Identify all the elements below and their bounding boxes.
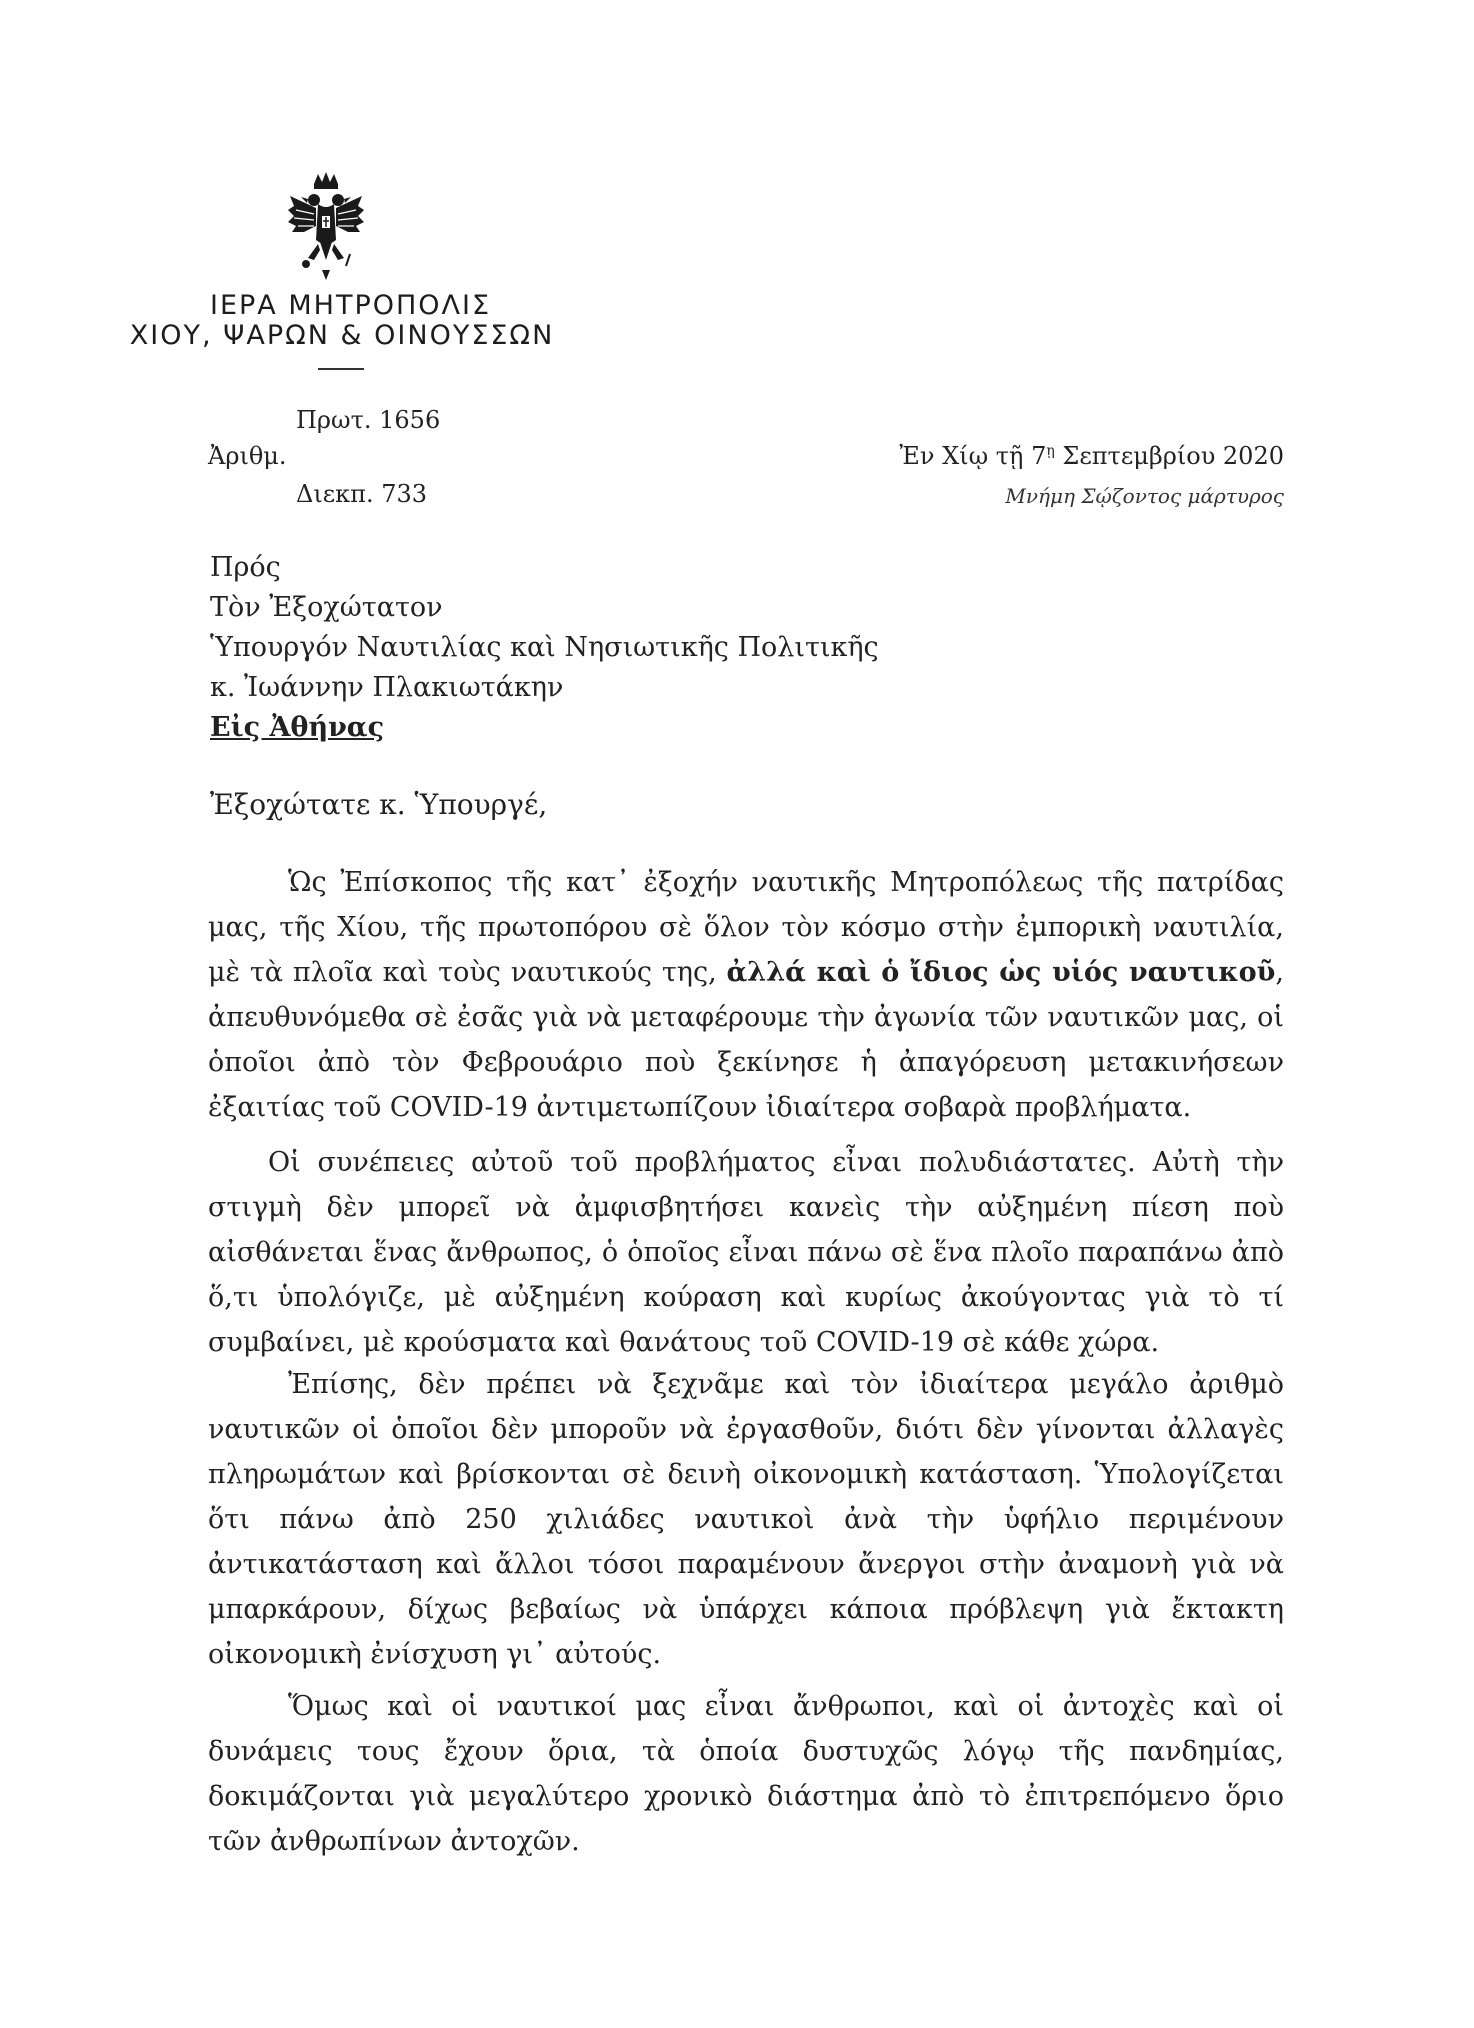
body-paragraph-4: Ὅμως καὶ οἱ ναυτικοί μας εἶναι ἄνθρωποι, καὶ οἱ ἀντοχὲς καὶ οἱ δυνάμεις τους ἔχουν ὅρια, τὰ ὁποία δυστυχῶς λόγῳ τῆς πανδημίας, δοκιμάζονται γιὰ μεγαλύτερο χρονικὸ διάστημα ἀπὸ τὸ ἐπιτρεπόμενο ὅριο τῶν ἀνθρωπίνων ἀντοχῶν. — [208, 1691, 1284, 1857]
recipient-city: Εἰς Ἀθήνας — [210, 712, 385, 743]
body-paragraph-1 — [208, 860, 1284, 1130]
p1-text-a: Ὡς Ἐπίσκοπος τῆς κατ᾽ ἐξοχήν ναυτικῆς Μητροπόλεως τῆς πατρίδας μας, τῆς Χίου, τῆς πρωτοπόρου σὲ ὅλον τὸν κόσμο στὴν ἐμπορικὴ ναυτιλία, μὲ τὰ πλοῖα καὶ τοὺς ναυτικούς της, — [208, 867, 1284, 988]
letterhead-line2: ΧΙΟΥ, ΨΑΡΩΝ & ΟΙΝΟΥΣΣΩΝ — [129, 320, 555, 351]
number-label: Ἀριθμ. — [208, 442, 287, 470]
date-prefix: Ἐν Χίῳ τῇ 7 — [899, 442, 1047, 470]
salutation: Ἐξοχώτατε κ. Ὑπουργέ, — [210, 788, 548, 821]
body-paragraph-2: Οἱ συνέπειες αὐτοῦ τοῦ προβλήματος εἶναι πολυδιάστατες. Αὐτὴ τὴν στιγμὴ δὲν μπορεῖ νὰ ἀμφισβητήσει κανεὶς τὴν αὐξημένη πίεση ποὺ αἰσθάνεται ἕνας ἄνθρωπος, ὁ ὁποῖος εἶναι πάνω σὲ ἕνα πλοῖο παραπάνω ἀπὸ ὅ,τι ὑπολόγιζε, μὲ αὐξημένη κούραση καὶ κυρίως ἀκούγοντας γιὰ τὸ τί συμβαίνει, μὲ κρούσματα καὶ θανάτους τοῦ COVID-19 σὲ κάθε χώρα. — [208, 1147, 1284, 1358]
memory-line: Μνήμη Σῴζοντος μάρτυρος — [1005, 484, 1284, 508]
recipient-line4: κ. Ἰωάννην Πλακιωτάκην — [210, 672, 564, 703]
recipient-line3: Ὑπουργόν Ναυτιλίας καὶ Νησιωτικῆς Πολιτικῆς — [210, 632, 879, 663]
protocol-number: Πρωτ. 1656 — [296, 406, 441, 434]
body-paragraph-3: Ἐπίσης, δὲν πρέπει νὰ ξεχνᾶμε καὶ τὸν ἰδιαίτερα μεγάλο ἀριθμὸ ναυτικῶν οἱ ὁποῖοι δὲν μποροῦν νὰ ἐργασθοῦν, διότι δὲν γίνονται ἀλλαγὲς πληρωμάτων καὶ βρίσκονται σὲ δεινὴ οἰκονομικὴ κατάσταση. Ὑπολογίζεται ὅτι πάνω ἀπὸ 250 χιλιάδες ναυτικοὶ ἀνὰ τὴν ὑφήλιο περιμένουν ἀντικατάσταση καὶ ἄλλοι τόσοι παραμένουν ἄνεργοι στὴν ἀναμονὴ γιὰ νὰ μπαρκάρουν, δίχως βεβαίως νὰ ὑπάρχει κάποια πρόβλεψη γιὰ ἔκτακτη οἰκονομικὴ ἐνίσχυση γι᾽ αὐτούς. — [208, 1369, 1284, 1670]
date-line — [899, 442, 1284, 470]
double-headed-eagle-icon — [286, 170, 366, 282]
p1-bold-text: ἀλλά καὶ ὁ ἴδιος ὡς υἱός ναυτικοῦ — [726, 957, 1276, 988]
recipient-line1: Πρός — [210, 552, 281, 583]
letterhead-divider — [318, 368, 364, 370]
date-suffix: Σεπτεμβρίου 2020 — [1054, 442, 1284, 470]
letterhead-line1: ΙΕΡΑ ΜΗΤΡΟΠΟΛΙΣ — [210, 290, 492, 321]
p1-text-b: , ἀπευθυνόμεθα σὲ ἐσᾶς γιὰ νὰ μεταφέρουμε τὴν ἀγωνία τῶν ναυτικῶν μας, οἱ ὁποῖοι ἀπὸ τὸν Φεβρουάριο ποὺ ξεκίνησε ἡ ἀπαγόρευση μετακινήσεων ἐξαιτίας τοῦ COVID-19 ἀντιμετωπίζουν ἰδιαίτερα σοβαρὰ προβλήματα. — [208, 957, 1284, 1123]
date-superscript: ῃ — [1046, 443, 1055, 459]
diekp-number: Διεκπ. 733 — [296, 480, 428, 508]
recipient-line2: Τὸν Ἐξοχώτατον — [210, 592, 443, 623]
